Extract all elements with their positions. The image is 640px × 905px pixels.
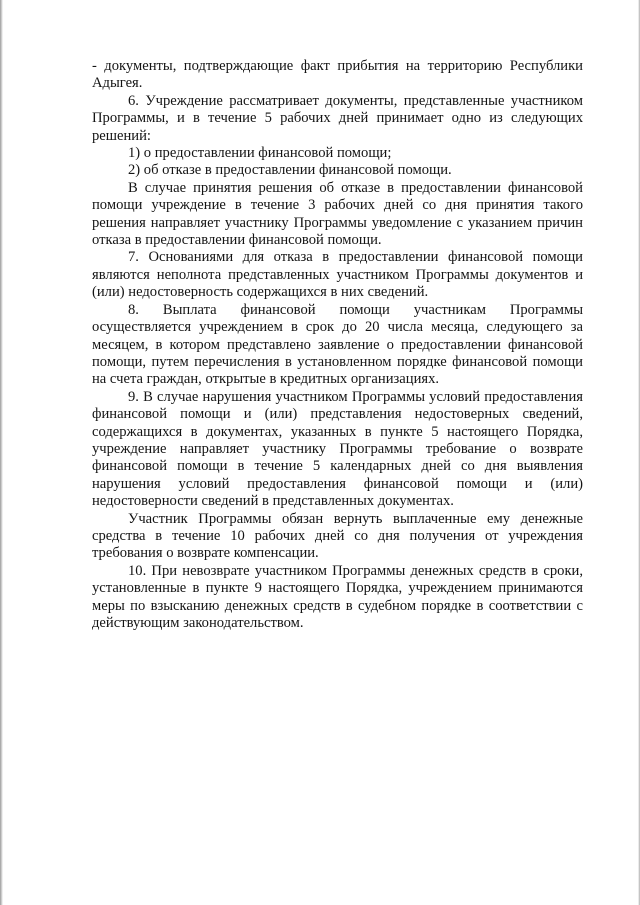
- document-body: [92, 58, 583, 632]
- paragraph-decision-2: 2) об отказе в предоставлении финансовой помощи.: [128, 162, 452, 179]
- paragraph-clause-6: 6. Учреждение рассматривает документы, представленные участником Программы, и в течение 5 рабочих дней принимает одно из следующих решений:: [92, 92, 583, 144]
- scan-edge-left: [0, 0, 3, 905]
- paragraph-return-obligation: Участник Программы обязан вернуть выплаченные ему денежные средства в течение 10 рабочих дней со дня получения от учреждения требования о возврате компенсации.: [92, 510, 583, 562]
- paragraph-refusal-notice: В случае принятия решения об отказе в предоставлении финансовой помощи учреждение в течение 3 рабочих дней со дня принятия такого решения направляет участнику Программы уведомление с указанием причин отказа в предоставлении финансовой помощи.: [92, 179, 583, 249]
- paragraph-clause-10: 10. При невозврате участником Программы денежных средств в сроки, установленные в пункте 9 настоящего Порядка, учреждением принимаются меры по взысканию денежных средств в судебном порядке в соответствии с действующим законодательством.: [92, 562, 583, 631]
- paragraph-clause-9: 9. В случае нарушения участником Программы условий предоставления финансовой помощи и (или) представления недостоверных сведений, содержащихся в документах, указанных в пункте 5 настоящего Порядка, учреждение направляет участнику Программы требование о возврате финансовой помощи в течение 5 календарных дней со дня выявления нарушения условий предоставления финансовой помощи и (или) недостоверности сведений в представленных документах.: [92, 388, 583, 510]
- paragraph-clause-8: 8. Выплата финансовой помощи участникам Программы осуществляется учреждением в срок до 20 числа месяца, следующего за месяцем, в котором представлено заявление о предоставлении финансовой помощи, путем перечисления в установленном порядке финансовой помощи на счета граждан, открытые в кредитных организациях.: [92, 301, 583, 388]
- paragraph-documents-arrival: - документы, подтверждающие факт прибытия на территорию Республики Адыгея.: [92, 58, 583, 92]
- paragraph-clause-7: 7. Основаниями для отказа в предоставлении финансовой помощи являются неполнота представленных участником Программы документов и (или) недостоверность содержащихся в них сведений.: [92, 249, 583, 301]
- paragraph-decision-1: 1) о предоставлении финансовой помощи;: [128, 145, 392, 162]
